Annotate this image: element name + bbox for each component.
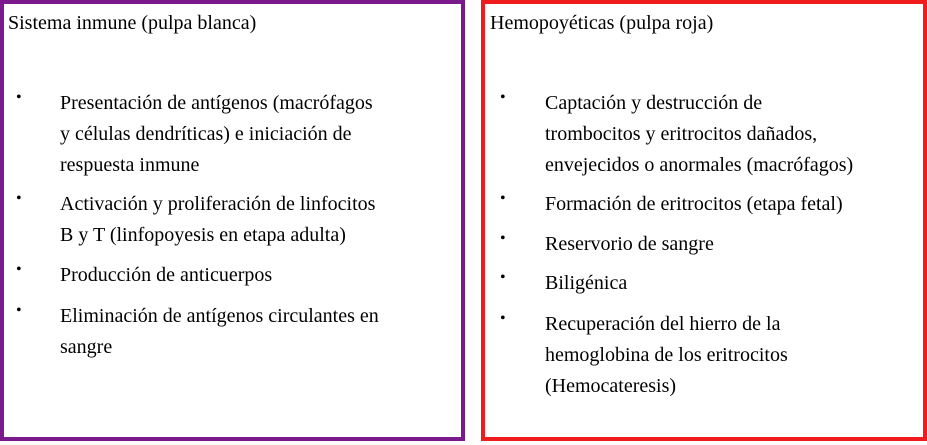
bullet-icon: •: [16, 89, 22, 106]
bullet-icon: •: [16, 261, 22, 278]
bullet-icon: •: [500, 310, 506, 327]
list-item-text: [60, 301, 460, 363]
list-item-line: y células dendríticas) e iniciación de: [60, 123, 352, 145]
list-item-line: respuesta inmune: [60, 154, 200, 176]
list-item-line: Producción de anticuerpos: [60, 264, 273, 286]
red-pulp-panel: [481, 0, 927, 441]
list-item-text: [60, 88, 460, 181]
list-item-line: envejecidos o anormales (macrófagos): [545, 154, 854, 176]
list-item-text: [545, 189, 925, 220]
bullet-icon: •: [16, 302, 22, 319]
red-pulp-title: Hemopoyéticas (pulpa roja): [490, 12, 714, 34]
list-item-line: Recuperación del hierro de la: [545, 313, 781, 335]
bullet-icon: •: [500, 269, 506, 286]
list-item-line: (Hemocateresis): [545, 375, 677, 397]
list-item-line: Eliminación de antígenos circulantes en: [60, 305, 379, 327]
list-item-line: hemoglobina de los eritrocitos: [545, 344, 788, 366]
list-item-line: Captación y destrucción de: [545, 92, 763, 114]
list-item-text: [545, 229, 925, 260]
list-item-line: trombocitos y eritrocitos dañados,: [545, 123, 818, 145]
list-item-text: [545, 268, 925, 299]
list-item-line: B y T (linfopoyesis en etapa adulta): [60, 224, 346, 246]
list-item-line: Activación y proliferación de linfocitos: [60, 193, 376, 215]
list-item-line: Formación de eritrocitos (etapa fetal): [545, 193, 843, 215]
white-pulp-panel: [0, 0, 465, 441]
list-item-text: [545, 88, 925, 181]
list-item-line: Reservorio de sangre: [545, 233, 714, 255]
white-pulp-title: Sistema inmune (pulpa blanca): [8, 12, 257, 34]
list-item-text: [60, 189, 460, 251]
list-item-text: [545, 309, 925, 402]
bullet-icon: •: [16, 190, 22, 207]
list-item-line: Biligénica: [545, 272, 628, 294]
bullet-icon: •: [500, 89, 506, 106]
list-item-text: [60, 260, 460, 291]
bullet-icon: •: [500, 190, 506, 207]
list-item-line: Presentación de antígenos (macrófagos: [60, 92, 373, 114]
bullet-icon: •: [500, 230, 506, 247]
list-item-line: sangre: [60, 336, 113, 358]
